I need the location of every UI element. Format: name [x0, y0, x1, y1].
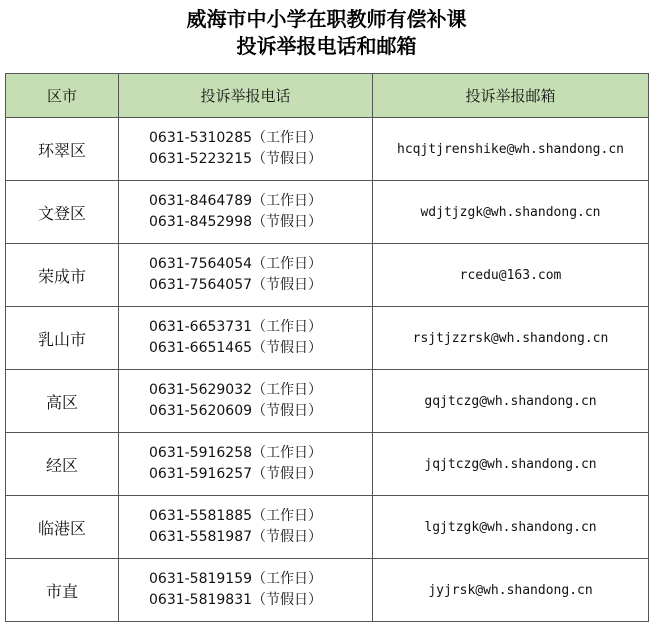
email-cell: jyjrsk@wh.shandong.cn [373, 559, 649, 622]
table-row [6, 307, 649, 370]
phone-workday: 0631-6653731（工作日） [149, 319, 323, 335]
phone-holiday: 0631-6651465（节假日） [149, 340, 323, 356]
region-cell: 临港区 [6, 496, 119, 559]
email-cell: wdjtjzgk@wh.shandong.cn [373, 181, 649, 244]
phone-cell [119, 433, 373, 496]
region-cell: 高区 [6, 370, 119, 433]
column-header-region: 区市 [6, 74, 119, 118]
phone-cell [119, 118, 373, 181]
email-cell: rsjtjzzrsk@wh.shandong.cn [373, 307, 649, 370]
contact-table [5, 73, 649, 622]
phone-workday: 0631-8464789（工作日） [149, 193, 323, 209]
phone-workday: 0631-5819159（工作日） [149, 571, 323, 587]
phone-cell [119, 181, 373, 244]
table-row [6, 244, 649, 307]
phone-holiday: 0631-7564057（节假日） [149, 277, 323, 293]
email-cell: rcedu@163.com [373, 244, 649, 307]
email-cell: gqjtczg@wh.shandong.cn [373, 370, 649, 433]
column-header-phone: 投诉举报电话 [119, 74, 373, 118]
email-cell: hcqjtjrenshike@wh.shandong.cn [373, 118, 649, 181]
table-row [6, 370, 649, 433]
table-row [6, 559, 649, 622]
region-cell: 乳山市 [6, 307, 119, 370]
phone-holiday: 0631-8452998（节假日） [149, 214, 323, 230]
phone-workday: 0631-5581885（工作日） [149, 508, 323, 524]
phone-cell [119, 307, 373, 370]
phone-workday: 0631-5310285（工作日） [149, 130, 323, 146]
region-cell: 市直 [6, 559, 119, 622]
page-title-line-1: 威海市中小学在职教师有偿补课 [186, 7, 467, 31]
table-header-row [6, 74, 649, 118]
table-row [6, 433, 649, 496]
phone-holiday: 0631-5223215（节假日） [149, 151, 323, 167]
phone-workday: 0631-5629032（工作日） [149, 382, 323, 398]
phone-holiday: 0631-5916257（节假日） [149, 466, 323, 482]
phone-holiday: 0631-5819831（节假日） [149, 592, 323, 608]
phone-workday: 0631-5916258（工作日） [149, 445, 323, 461]
region-cell: 荣成市 [6, 244, 119, 307]
email-cell: jqjtczg@wh.shandong.cn [373, 433, 649, 496]
phone-holiday: 0631-5581987（节假日） [149, 529, 323, 545]
region-cell: 文登区 [6, 181, 119, 244]
column-header-email: 投诉举报邮箱 [373, 74, 649, 118]
phone-cell [119, 244, 373, 307]
phone-cell [119, 559, 373, 622]
region-cell: 经区 [6, 433, 119, 496]
region-cell: 环翠区 [6, 118, 119, 181]
email-cell: lgjtzgk@wh.shandong.cn [373, 496, 649, 559]
phone-cell [119, 496, 373, 559]
page-title-line-2: 投诉举报电话和邮箱 [236, 34, 417, 58]
phone-workday: 0631-7564054（工作日） [149, 256, 323, 272]
phone-cell [119, 370, 373, 433]
table-row [6, 118, 649, 181]
table-row [6, 496, 649, 559]
table-row [6, 181, 649, 244]
phone-holiday: 0631-5620609（节假日） [149, 403, 323, 419]
